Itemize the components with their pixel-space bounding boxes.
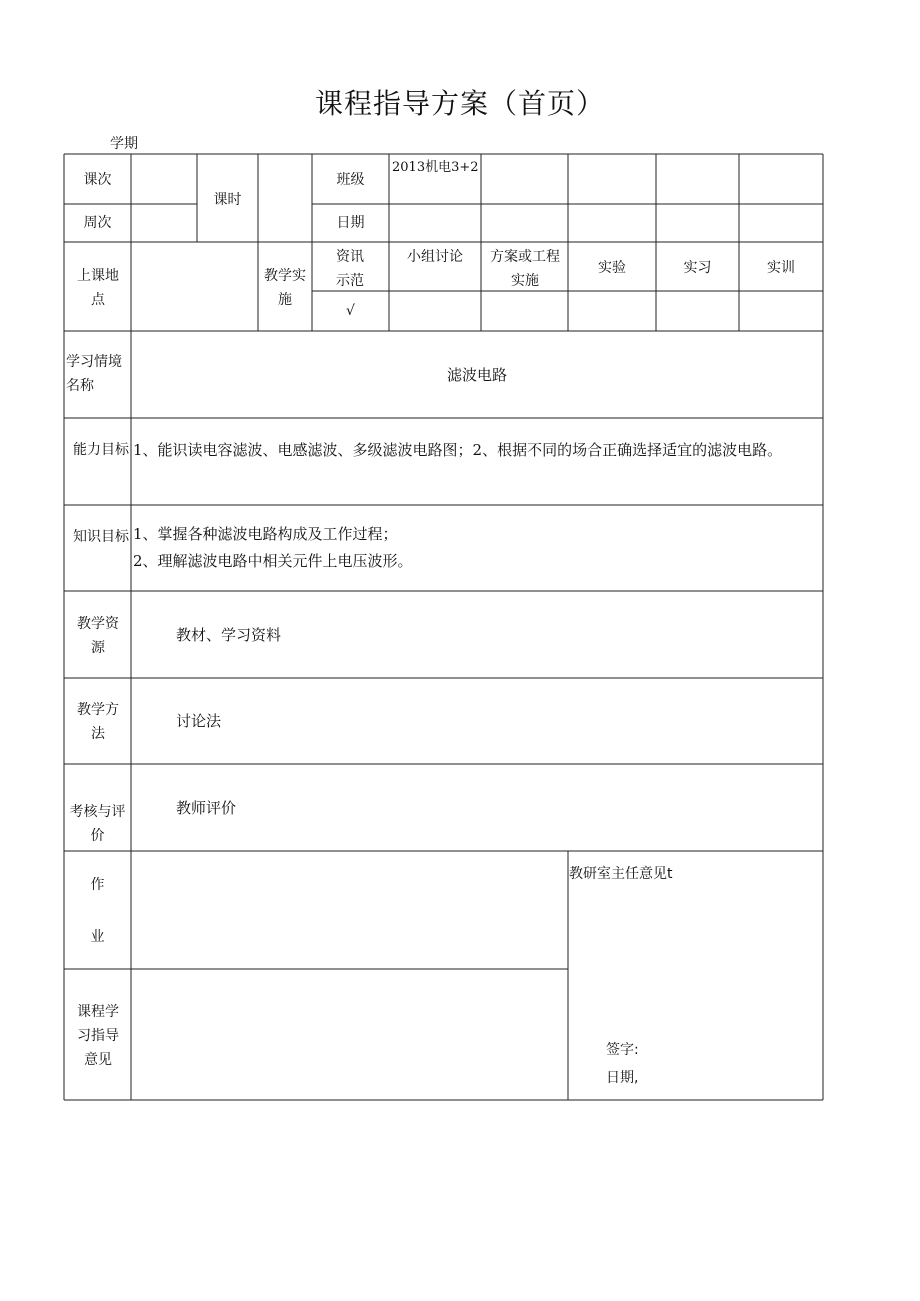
knowledge-line-2: 2、理解滤波电路中相关元件上电压波形。 <box>133 552 413 570</box>
method-info-demo: 资讯示范 <box>336 249 364 289</box>
assessment-label: 考核与评价 <box>69 804 126 844</box>
scenario-value: 滤波电路 <box>446 366 507 384</box>
ability-label: 能力目标 <box>73 442 129 458</box>
homework-label-1: 作 <box>90 877 105 893</box>
document-title: 课程指导方案（首页） <box>314 87 605 120</box>
homework-label-2: 业 <box>90 929 105 945</box>
method-practice: 实习 <box>683 260 712 276</box>
assessment-value: 教师评价 <box>176 799 237 817</box>
method-training: 实训 <box>767 260 795 276</box>
scenario-label: 学习情境名称 <box>66 354 122 394</box>
method-experiment: 实验 <box>598 260 626 276</box>
resources-value: 教材、学习资料 <box>176 626 282 644</box>
method-plan-project: 方案或工程实施 <box>490 249 560 289</box>
method-label: 教学方法 <box>77 702 119 742</box>
ability-value: 1、能识读电容滤波、电感滤波、多级滤波电路图；2、根据不同的场合正确选择适宜的滤波电路。 <box>133 441 783 459</box>
term-label: 学期 <box>110 136 138 152</box>
resources-label: 教学资源 <box>77 616 119 656</box>
date-label: 日期 <box>336 215 365 231</box>
method-info-demo-check: √ <box>346 303 355 319</box>
director-sign-label: 签字: <box>606 1042 639 1058</box>
hours-label: 课时 <box>213 192 242 208</box>
lesson-no-label: 课次 <box>83 172 112 188</box>
class-label: 班级 <box>336 172 365 188</box>
week-label: 周次 <box>83 215 112 231</box>
director-date-label: 日期, <box>606 1070 639 1086</box>
director-opinion-label: 教研室主任意见t <box>569 866 673 882</box>
location-label: 上课地点 <box>77 268 119 308</box>
class-value: 2013机电3+2 <box>392 160 479 175</box>
method-group-discussion: 小组讨论 <box>407 249 463 265</box>
knowledge-label: 知识目标 <box>73 529 129 545</box>
method-value: 讨论法 <box>176 712 222 730</box>
guidance-label: 课程学习指导意见 <box>77 1004 119 1068</box>
teaching-impl-label: 教学实施 <box>264 268 306 308</box>
knowledge-line-1: 1、掌握各种滤波电路构成及工作过程； <box>133 525 398 543</box>
